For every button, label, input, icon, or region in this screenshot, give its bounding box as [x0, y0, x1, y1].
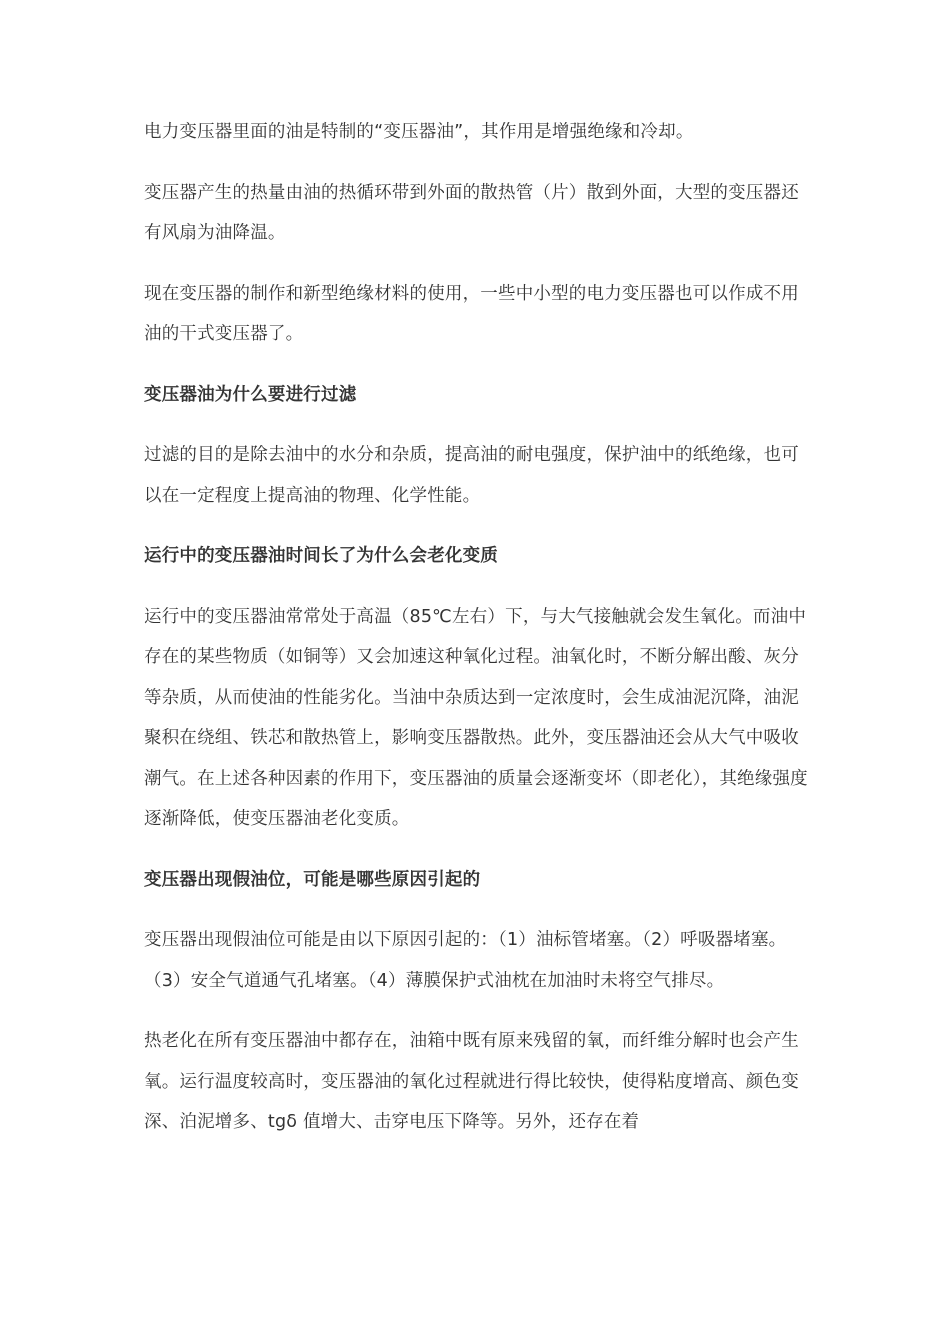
paragraph-heat-dissipation: 变压器产生的热量由油的热循环带到外面的散热管（片）散到外面，大型的变压器还有风扇为油降温。	[144, 182, 799, 243]
document-body	[144, 112, 809, 1163]
paragraph-dry-transformer: 现在变压器的制作和新型绝缘材料的使用，一些中小型的电力变压器也可以作成不用油的干式变压器了。	[144, 283, 799, 344]
heading-oil-aging: 运行中的变压器油时间长了为什么会老化变质	[144, 546, 498, 566]
paragraph-oil-purpose: 电力变压器里面的油是特制的“变压器油”，其作用是增强绝缘和冷却。	[144, 122, 694, 142]
paragraph-oil-aging: 运行中的变压器油常常处于高温（85℃左右）下，与大气接触就会发生氧化。而油中存在的某些物质（如铜等）又会加速这种氧化过程。油氧化时，不断分解出酸、灰分等杂质，从而使油的性能劣化。当油中杂质达到一定浓度时，会生成油泥沉降，油泥聚积在绕组、铁芯和散热管上，影响变压器散热。此外，变压器油还会从大气中吸收潮气。在上述各种因素的作用下，变压器油的质量会逐渐变坏（即老化），其绝缘强度逐渐降低，使变压器油老化变质。	[144, 606, 808, 829]
paragraph-false-oil-level: 变压器出现假油位可能是由以下原因引起的：（1）油标管堵塞。（2）呼吸器堵塞。（3）安全气道通气孔堵塞。（4）薄膜保护式油枕在加油时未将空气排尽。	[144, 930, 787, 991]
paragraph-filtering-purpose: 过滤的目的是除去油中的水分和杂质，提高油的耐电强度，保护油中的纸绝缘，也可以在一定程度上提高油的物理、化学性能。	[144, 445, 799, 506]
heading-false-oil-level: 变压器出现假油位，可能是哪些原因引起的	[144, 869, 481, 890]
paragraph-thermal-aging: 热老化在所有变压器油中都存在，油箱中既有原来残留的氧，而纤维分解时也会产生氧。运行温度较高时，变压器油的氧化过程就进行得比较快，使得粘度增高、颜色变深、泊泥增多、tgδ 值增大、击穿电压下降等。另外，还存在着	[144, 1031, 799, 1132]
heading-oil-filtering: 变压器油为什么要进行过滤	[144, 384, 357, 405]
